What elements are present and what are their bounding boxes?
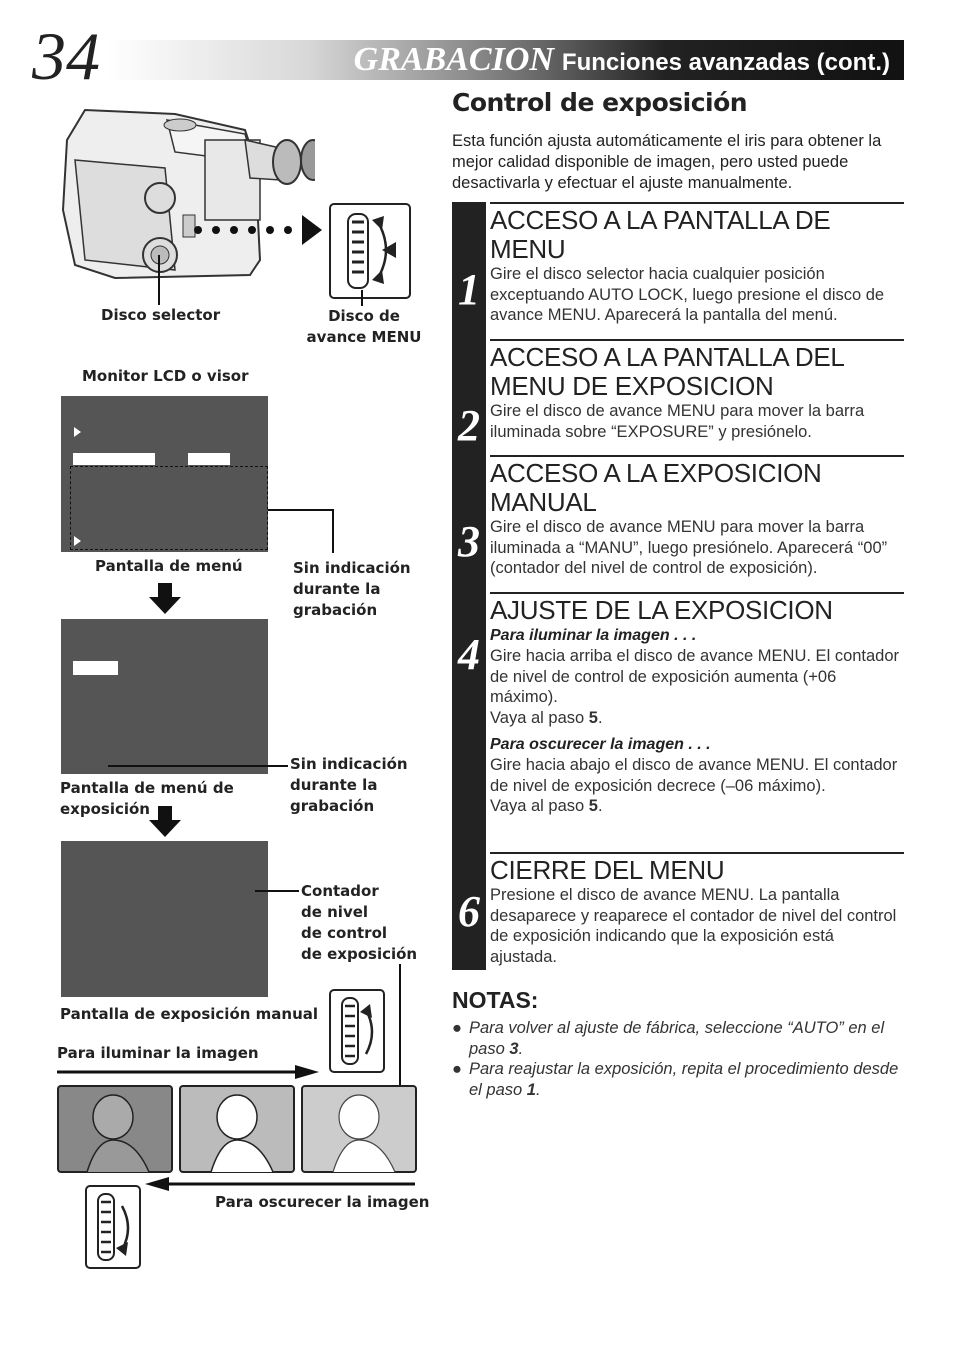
page-number: 34: [32, 18, 100, 94]
right-arrow-icon: [57, 1064, 322, 1082]
disco-avance-label: Disco de avance MENU: [306, 307, 422, 346]
bright-image: [302, 1086, 416, 1172]
sin-indicacion-label-2: Sin indicación durante la grabación: [290, 755, 408, 815]
step-heading: ACCESO A LA PANTALLA DEL MENU DE EXPOSICION: [490, 342, 844, 401]
step-body: Gire hacia arriba el disco de avance MENU. El contador de nivel de control de exposición aumenta (+06 máximo).: [490, 647, 900, 706]
step-4: [490, 592, 904, 817]
down-arrow-icon: [148, 806, 182, 838]
step-subheading: Para iluminar la imagen . . .: [490, 627, 697, 644]
step-2: [490, 339, 904, 442]
cursor-icon: [74, 427, 81, 437]
step-heading: ACCESO A LA PANTALLA DE MENU: [490, 205, 831, 264]
step-bar: [452, 202, 486, 970]
step-body: Gire el disco selector hacia cualquier posición exceptuando AUTO LOCK, luego presione el disco de avance MENU. Aparecerá la pantalla del menú.: [490, 265, 885, 324]
leader-line: [268, 509, 333, 511]
section-title: Control de exposición: [452, 88, 748, 117]
step-number-1: 1: [458, 265, 480, 314]
step-heading: CIERRE DEL MENU: [490, 855, 725, 885]
exposure-menu-screen: [61, 619, 268, 774]
menu-dial-up-icon: [328, 988, 386, 1074]
monitor-label: Monitor LCD o visor: [82, 367, 249, 385]
leader-line: [255, 890, 299, 892]
bullet-icon: ●: [452, 1019, 462, 1037]
contador-label: Contador de nivel de control de exposición: [301, 882, 418, 963]
chapter-title: GRABACION: [353, 41, 554, 78]
step-body: Gire hacia abajo el disco de avance MENU. El contador de nivel de exposición decrece (–06 máximo).: [490, 756, 898, 795]
step-rule: [490, 202, 904, 204]
menu-dial-down-icon: [84, 1184, 142, 1270]
step-number-6: 6: [458, 887, 480, 936]
leader-line: [158, 255, 160, 305]
pantalla-menu-exposicion-label: Pantalla de menú de exposición: [60, 779, 234, 818]
pantalla-menu-label: Pantalla de menú: [95, 557, 243, 575]
step-ref: 5: [588, 797, 598, 815]
step-rule: [490, 455, 904, 457]
dashed-frame: [70, 466, 268, 550]
step-goto: Vaya al paso 5.: [490, 708, 603, 727]
exposure-samples: [57, 1085, 417, 1175]
step-rule: [490, 592, 904, 594]
step-body: Gire el disco de avance MENU para mover la barra iluminada a “MANU”, luego presiónelo. Aparecerá “00” (contador del nivel de control de exposición).: [490, 518, 888, 577]
step-ref: 5: [588, 708, 598, 727]
chapter-subtitle: Funciones avanzadas (cont.): [561, 49, 890, 76]
step-goto: Vaya al paso 5.: [490, 797, 603, 815]
dark-image: [58, 1086, 172, 1172]
cursor-icon: [74, 536, 81, 546]
step-body: Gire el disco de avance MENU para mover la barra iluminada sobre “EXPOSURE” y presiónelo.: [490, 402, 865, 441]
menu-dial-icon: [328, 202, 412, 300]
normal-image: [180, 1086, 294, 1172]
disco-selector-label: Disco selector: [101, 306, 221, 324]
menu-screen: [61, 396, 268, 552]
highlight-bar: [73, 453, 155, 465]
step-number-2: 2: [458, 401, 480, 450]
step-rule: [490, 852, 904, 854]
down-arrow-icon: [148, 583, 182, 615]
highlight-bar: [73, 661, 118, 675]
step-3: [490, 455, 904, 579]
sin-indicacion-label: Sin indicación durante la grabación: [293, 559, 411, 619]
step-1: [490, 202, 904, 326]
bullet-icon: ●: [452, 1060, 462, 1078]
step-heading: AJUSTE DE LA EXPOSICION: [490, 595, 833, 625]
manual-exposure-screen: [61, 841, 268, 997]
step-number-4: 4: [458, 630, 480, 679]
step-body: Presione el disco de avance MENU. La pantalla desaparece y reaparece el contador de nivel del control de exposición indicando que la exposición está ajustada.: [490, 886, 897, 966]
header-bar: [108, 40, 904, 80]
note-item: ● Para volver al ajuste de fábrica, seleccione “AUTO” en el paso 3.: [452, 1019, 885, 1058]
note-item: ● Para reajustar la exposición, repita el procedimiento desde el paso 1.: [452, 1060, 899, 1099]
leader-line: [361, 290, 363, 306]
pantalla-manual-label: Pantalla de exposición manual: [60, 1005, 319, 1023]
highlight-bar: [188, 453, 230, 465]
step-heading: ACCESO A LA EXPOSICION MANUAL: [490, 458, 822, 517]
leader-line: [332, 509, 334, 553]
notes-title: NOTAS:: [452, 987, 539, 1013]
step-number-3: 3: [458, 517, 480, 566]
para-oscurecer-label: Para oscurecer la imagen: [215, 1193, 430, 1211]
dotted-arrow-icon: [190, 205, 325, 255]
leader-line: [108, 765, 288, 767]
step-6: [490, 852, 904, 967]
para-iluminar-label: Para iluminar la imagen: [57, 1044, 259, 1062]
section-intro: Esta función ajusta automáticamente el iris para obtener la mejor calidad disponible de imagen, pero usted puede desactivarla y efectuar el ajuste manualmente.: [452, 132, 882, 192]
step-rule: [490, 339, 904, 341]
header-title: [354, 40, 890, 80]
step-subheading: Para oscurecer la imagen . . .: [490, 736, 711, 753]
